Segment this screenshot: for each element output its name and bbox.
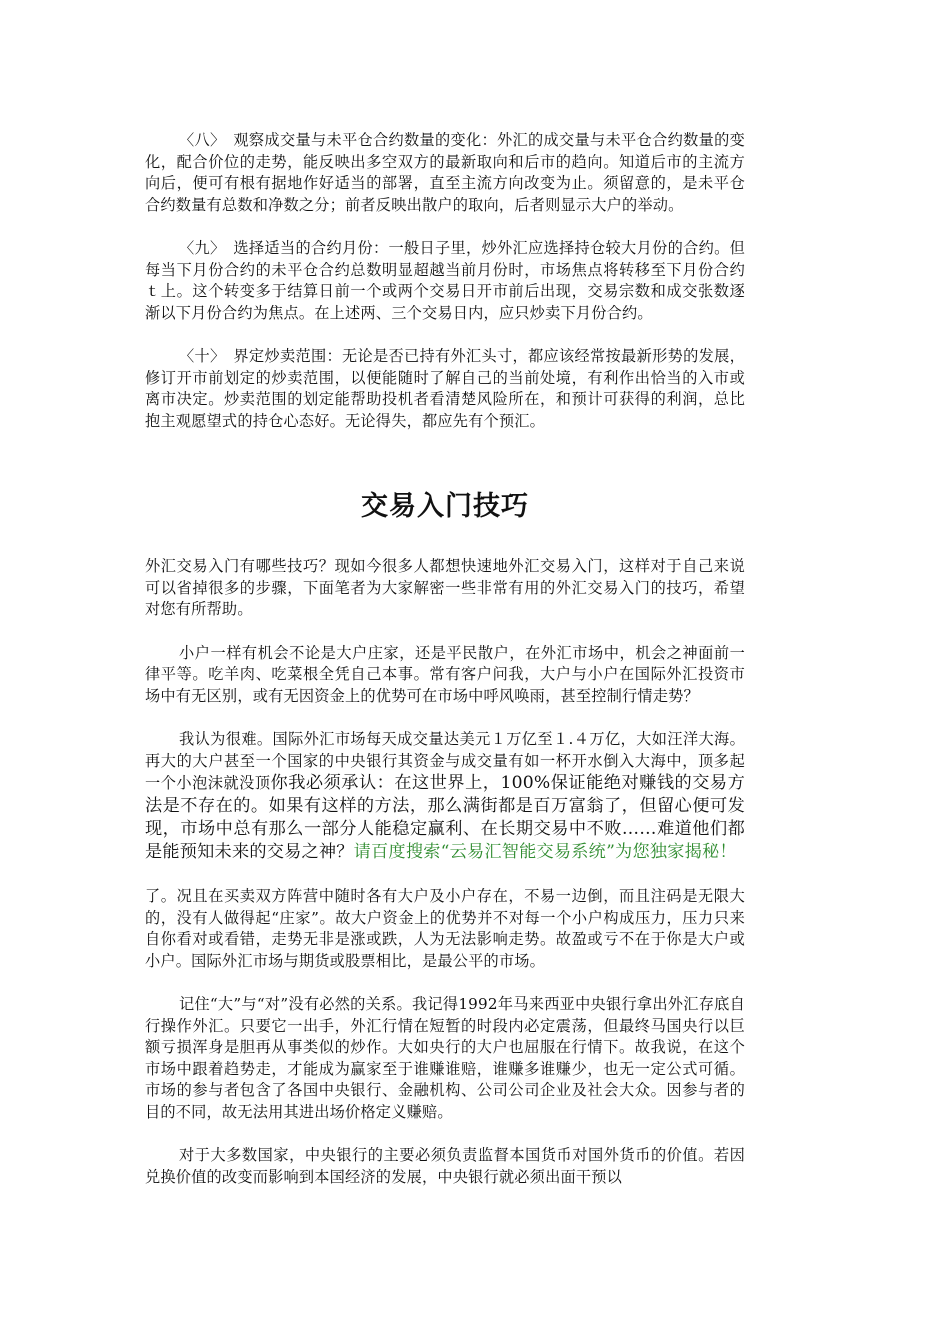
market-size-paragraph: [145, 729, 745, 864]
intro-paragraph: 外汇交易入门有哪些技巧？现如今很多人都想快速地外汇交易入门，这样对于自己来说可以省掉很多的步骤，下面笔者为大家解密一些非常有用的外汇交易入门的技巧，希望对您有所帮助。: [145, 557, 745, 618]
big-and-right-paragraph: 记住“大”与“对”没有必然的关系。我记得1992年马来西亚中央银行拿出外汇存底自行操作外汇。只要它一出手，外汇行情在短暂的时段内必定震荡，但最终马国央行以巨额亏损浑身是胆再从事类似的炒作。大如央行的大户也屈服在行情下。故我说，在这个市场中跟着趋势走，才能成为赢家至于谁赚谁赔，谁赚多谁赚少，也无一定公式可循。市场的参与者包含了各国中央银行、金融机构、公司公司企业及社会大众。因参与者的目的不同，故无法用其进出场价格定义赚赔。: [145, 995, 745, 1121]
market-size-text: 我认为很难。国际外汇市场每天成交量达美元１万亿至１.４万亿，大如汪洋大海。再大的大户甚至一个国家的中央银行其资金与成交量有如一杯开水倒入大海中，顶多起一个小泡沫就没顶: [145, 730, 745, 792]
paragraph-eight: 〈八〉 观察成交量与未平仓合约数量的变化：外汇的成交量与未平仓合约数量的变化，配合价位的走势，能反映出多空双方的最新取向和后市的趋向。知道后市的主流方向后，便可有根有据地作好适当的部署，直至主流方向改变为止。须留意的，是未平仓合约数量有总数和净数之分；前者反映出散户的取向，后者则显示大户的举动。: [145, 131, 745, 214]
promo-link-text[interactable]: 请百度搜索“云易汇智能交易系统”为您独家揭秘！: [353, 842, 737, 862]
small-trader-paragraph: 小户一样有机会不论是大户庄家，还是平民散户，在外汇市场中，机会之神面前一律平等。吃羊肉、吃菜根全凭自己本事。常有客户问我，大户与小户在国际外汇投资市场中有无区别，或有无因资金上的优势可在市场中呼风唤雨，甚至控制行情走势？: [145, 643, 745, 705]
paragraph-ten: 〈十〉 界定炒卖范围：无论是否已持有外汇头寸，都应该经常按最新形势的发展，修订开市前划定的炒卖范围，以便能随时了解自己的当前处境，有利作出恰当的入市或离市决定。炒卖范围的划定能帮助投机者看清楚风险所在，和预计可获得的利润，总比抱主观愿望式的持仓心态好。无论得失，都应先有个预汇。: [145, 347, 745, 430]
paragraph-nine: 〈九〉 选择适当的合约月份：一般日子里，炒外汇应选择持仓较大月份的合约。但每当下月份合约的未平仓合约总数明显超越当前月份时，市场焦点将转移至下月份合约ｔ上。这个转变多于结算日前一个或两个交易日开市前后出现，交易宗数和成交张数逐渐以下月份合约为焦点。在上述两、三个交易日内，应只炒卖下月份合约。: [145, 239, 745, 322]
central-bank-paragraph: 对于大多数国家，中央银行的主要必须负责监督本国货币对国外货币的价值。若因兑换价值的改变而影响到本国经济的发展，中央银行就必须出面干预以: [145, 1146, 745, 1186]
inserted-ad-text: 你我必须承认：在这世界上，100%保证能绝对赚钱的交易方法是不存在的。如果有这样的方法，那么满街都是百万富翁了，但留心便可发现，市场中总有那么一部分人能稳定赢利、在长期交易中不败……难道他们都是能预知未来的交易之神？: [145, 773, 745, 862]
section-title: 交易入门技巧: [361, 491, 529, 522]
continuation-paragraph: 了。况且在买卖双方阵营中随时各有大户及小户存在，不易一边倒，而且注码是无限大的，没有人做得起“庄家”。故大户资金上的优势并不对每一个小户构成压力，压力只来自你看对或看错，走势无非是涨或跌，人为无法影响走势。故盈或亏不在于你是大户或小户。国际外汇市场与期货或股票相比，是最公平的市场。: [145, 887, 745, 970]
document-page: [145, 130, 745, 1188]
